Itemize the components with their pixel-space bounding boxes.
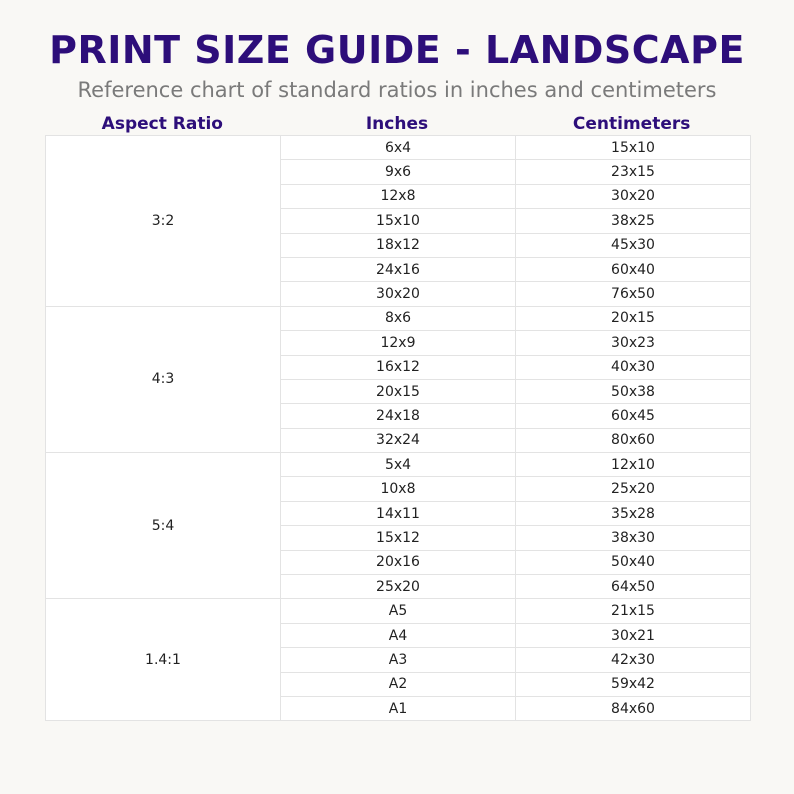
centimeters-cell: 38x30	[516, 526, 751, 550]
inches-cell: 5x4	[281, 453, 516, 477]
centimeters-cell: 35x28	[516, 501, 751, 525]
centimeters-cell: 38x25	[516, 209, 751, 233]
centimeters-cell: 23x15	[516, 160, 751, 184]
inches-cell: 18x12	[281, 233, 516, 257]
table-header	[45, 112, 749, 136]
inches-cell: 10x8	[281, 477, 516, 501]
inches-cell: 14x11	[281, 501, 516, 525]
size-table	[45, 135, 751, 721]
inches-cell: 15x10	[281, 209, 516, 233]
inches-cell: 12x8	[281, 184, 516, 208]
inches-cell: 20x16	[281, 550, 516, 574]
centimeters-cell: 12x10	[516, 453, 751, 477]
centimeters-cell: 21x15	[516, 599, 751, 623]
centimeters-cell: 20x15	[516, 306, 751, 330]
centimeters-cell: 15x10	[516, 136, 751, 160]
inches-cell: 30x20	[281, 282, 516, 306]
centimeters-cell: 80x60	[516, 428, 751, 452]
centimeters-cell: 40x30	[516, 355, 751, 379]
centimeters-cell: 64x50	[516, 575, 751, 599]
inches-cell: 25x20	[281, 575, 516, 599]
centimeters-cell: 30x23	[516, 331, 751, 355]
centimeters-cell: 30x21	[516, 623, 751, 647]
centimeters-cell: 50x40	[516, 550, 751, 574]
inches-cell: 16x12	[281, 355, 516, 379]
inches-cell: A3	[281, 648, 516, 672]
aspect-ratio-cell: 3:2	[46, 136, 281, 307]
inches-cell: A1	[281, 696, 516, 720]
inches-cell: 9x6	[281, 160, 516, 184]
size-table-body	[46, 136, 751, 721]
table-row	[46, 306, 751, 330]
centimeters-cell: 50x38	[516, 379, 751, 403]
inches-cell: 15x12	[281, 526, 516, 550]
centimeters-cell: 76x50	[516, 282, 751, 306]
centimeters-cell: 59x42	[516, 672, 751, 696]
centimeters-cell: 45x30	[516, 233, 751, 257]
inches-cell: A4	[281, 623, 516, 647]
centimeters-cell: 42x30	[516, 648, 751, 672]
page-subtitle: Reference chart of standard ratios in inches and centimeters	[77, 78, 717, 102]
aspect-ratio-cell: 4:3	[46, 306, 281, 452]
inches-cell: 12x9	[281, 331, 516, 355]
inches-cell: A5	[281, 599, 516, 623]
inches-cell: 6x4	[281, 136, 516, 160]
column-header-aspect-ratio: Aspect Ratio	[101, 114, 223, 134]
aspect-ratio-cell: 5:4	[46, 453, 281, 599]
inches-cell: A2	[281, 672, 516, 696]
table-row	[46, 599, 751, 623]
inches-cell: 24x18	[281, 404, 516, 428]
column-header-centimeters: Centimeters	[572, 114, 691, 134]
aspect-ratio-cell: 1.4:1	[46, 599, 281, 721]
centimeters-cell: 30x20	[516, 184, 751, 208]
inches-cell: 32x24	[281, 428, 516, 452]
table-row	[46, 453, 751, 477]
centimeters-cell: 84x60	[516, 696, 751, 720]
centimeters-cell: 25x20	[516, 477, 751, 501]
page-title: PRINT SIZE GUIDE - LANDSCAPE	[49, 28, 745, 72]
centimeters-cell: 60x45	[516, 404, 751, 428]
table-row	[46, 136, 751, 160]
column-header-inches: Inches	[365, 114, 429, 134]
centimeters-cell: 60x40	[516, 257, 751, 281]
inches-cell: 24x16	[281, 257, 516, 281]
inches-cell: 20x15	[281, 379, 516, 403]
inches-cell: 8x6	[281, 306, 516, 330]
